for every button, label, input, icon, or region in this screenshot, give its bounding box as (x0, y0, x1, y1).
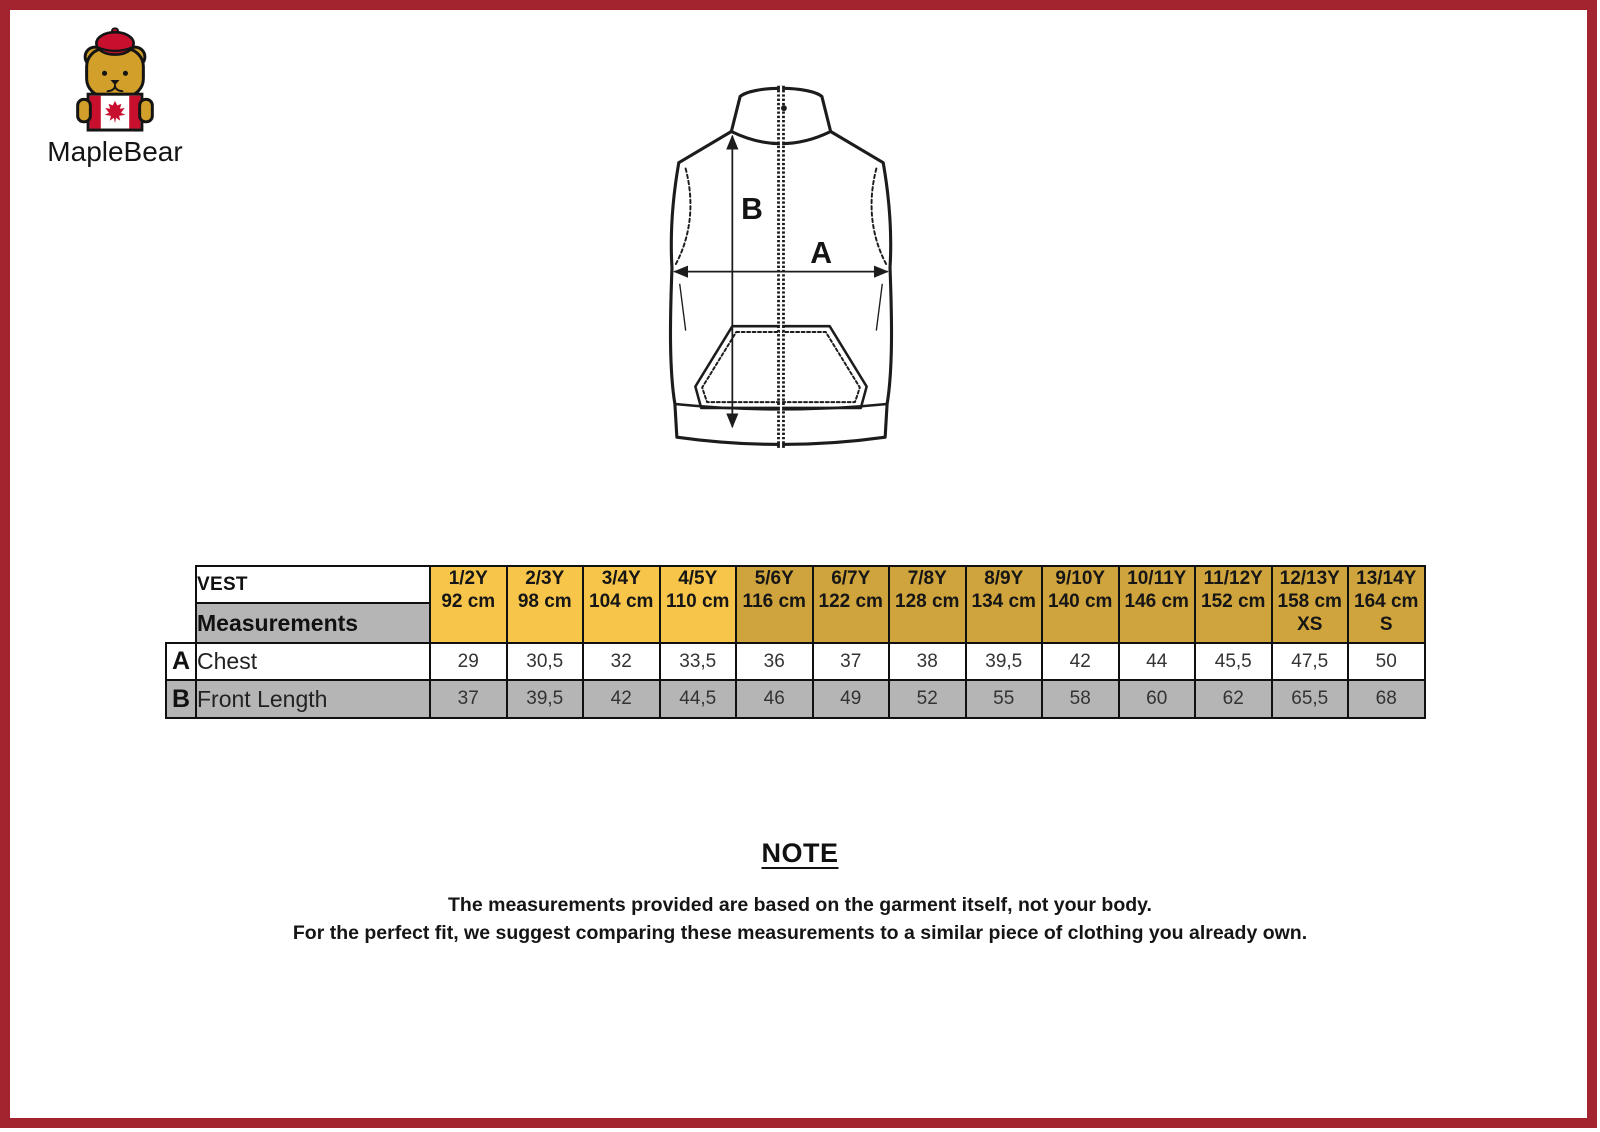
note-section (0, 838, 1600, 947)
measurement-value: 32 (583, 643, 660, 680)
size-cm-label: 164 cm (1354, 591, 1419, 613)
size-age-label: 7/8Y (907, 568, 947, 589)
measurement-value: 49 (813, 680, 890, 718)
size-age-label: 2/3Y (525, 568, 565, 589)
table-spacer (166, 566, 196, 603)
brand-name: MapleBear (47, 136, 183, 167)
measurement-value: 45,5 (1195, 643, 1272, 680)
measure-row-front-length (166, 680, 1425, 718)
size-column-header (1195, 566, 1272, 643)
size-age-label: 13/14Y (1356, 568, 1417, 589)
size-age-label: 8/9Y (984, 568, 1024, 589)
size-cm-label: 98 cm (517, 591, 572, 613)
measurement-value: 52 (889, 680, 966, 718)
size-table (165, 565, 1426, 719)
size-column-header (813, 566, 890, 643)
measurement-value: 58 (1042, 680, 1119, 718)
measurement-value: 36 (736, 643, 813, 680)
size-tag-label: XS (1297, 614, 1323, 636)
measurement-value: 39,5 (507, 680, 584, 718)
measurement-value: 44 (1119, 643, 1196, 680)
size-column-header (583, 566, 660, 643)
size-cm-label: 122 cm (818, 591, 883, 613)
size-column-header (966, 566, 1043, 643)
size-column-header (430, 566, 507, 643)
size-cm-label: 104 cm (589, 591, 654, 613)
measurements-label: Measurements (196, 603, 430, 643)
size-cm-label: 140 cm (1048, 591, 1113, 613)
measurement-value: 37 (813, 643, 890, 680)
size-cm-label: 146 cm (1124, 591, 1189, 613)
size-cm-label: 128 cm (895, 591, 960, 613)
size-cm-label: 110 cm (666, 591, 730, 613)
row-key-b: B (166, 680, 196, 718)
size-cm-label: 158 cm (1277, 591, 1342, 613)
size-column-header (889, 566, 966, 643)
measurement-value: 33,5 (660, 643, 737, 680)
brand-logo (40, 24, 190, 168)
table-title: VEST (196, 566, 430, 603)
size-age-label: 4/5Y (678, 568, 718, 589)
maplebear-bear-icon (56, 24, 174, 136)
table-header-row (166, 566, 1425, 603)
size-age-label: 12/13Y (1279, 568, 1340, 589)
measurement-value: 68 (1348, 680, 1425, 718)
size-column-header (736, 566, 813, 643)
size-cm-label: 152 cm (1201, 591, 1266, 613)
size-tag-label: S (1379, 614, 1393, 636)
measurement-value: 30,5 (507, 643, 584, 680)
note-title: NOTE (761, 838, 839, 868)
row-label-chest: Chest (196, 643, 430, 680)
measurement-value: 60 (1119, 680, 1196, 718)
size-cm-label: 116 cm (742, 591, 806, 613)
measurement-value: 38 (889, 643, 966, 680)
size-age-label: 10/11Y (1127, 568, 1187, 589)
measurement-value: 62 (1195, 680, 1272, 718)
size-cm-label: 92 cm (441, 591, 496, 613)
size-column-header (660, 566, 737, 643)
size-column-header (1119, 566, 1196, 643)
size-column-header (1272, 566, 1349, 643)
size-age-label: 6/7Y (831, 568, 871, 589)
measurement-value: 37 (430, 680, 507, 718)
diagram-label-b: B (741, 193, 763, 227)
measurement-value: 29 (430, 643, 507, 680)
size-cm-label: 134 cm (971, 591, 1036, 613)
measurement-value: 47,5 (1272, 643, 1349, 680)
measurement-value: 44,5 (660, 680, 737, 718)
row-key-a: A (166, 643, 196, 680)
vest-diagram (635, 64, 927, 456)
measurement-value: 55 (966, 680, 1043, 718)
row-label-front-length: Front Length (196, 680, 430, 718)
note-line-2: For the perfect fit, we suggest comparing these measurements to a similar piece of clothing you already own. (292, 922, 1308, 944)
measurement-value: 65,5 (1272, 680, 1349, 718)
size-column-header (507, 566, 584, 643)
size-age-label: 5/6Y (754, 568, 794, 589)
size-age-label: 11/12Y (1203, 568, 1263, 589)
size-age-label: 9/10Y (1055, 568, 1106, 589)
table-spacer (166, 603, 196, 643)
size-age-label: 3/4Y (601, 568, 641, 589)
measurement-value: 39,5 (966, 643, 1043, 680)
measure-row-chest (166, 643, 1425, 680)
measurement-value: 46 (736, 680, 813, 718)
size-column-header (1042, 566, 1119, 643)
measurement-value: 42 (1042, 643, 1119, 680)
size-column-header (1348, 566, 1425, 643)
measurement-value: 50 (1348, 643, 1425, 680)
size-age-label: 1/2Y (448, 568, 488, 589)
diagram-label-a: A (810, 236, 832, 270)
note-line-1: The measurements provided are based on the garment itself, not your body. (448, 894, 1152, 916)
measurement-value: 42 (583, 680, 660, 718)
